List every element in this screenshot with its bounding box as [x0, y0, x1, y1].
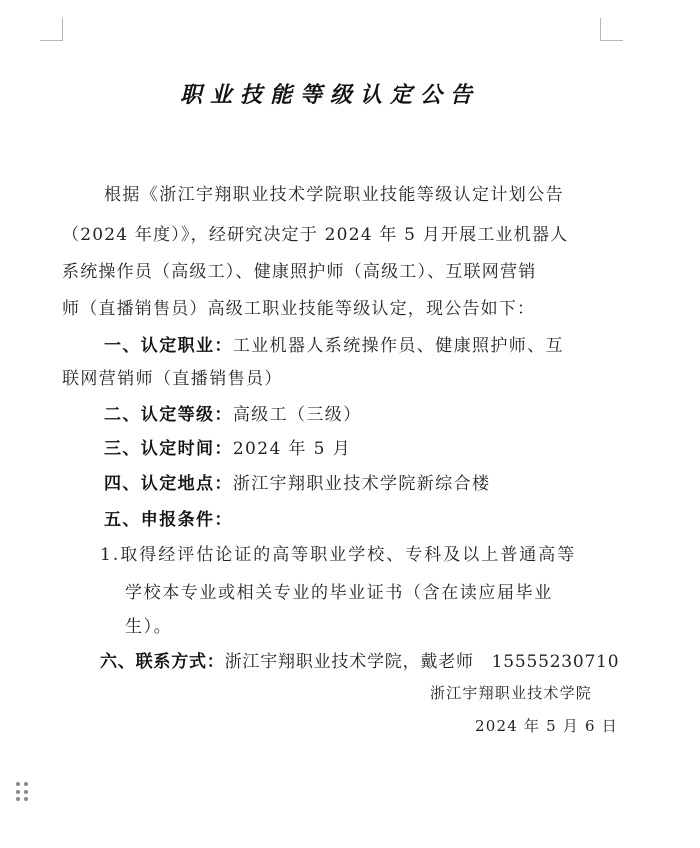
item-time-value: 2024 年 5 月 — [232, 439, 352, 459]
item-time — [104, 434, 351, 459]
item-conditions — [104, 505, 233, 530]
intro-line-3: 系统操作员（高级工）、健康照护师（高级工）、互联网营销 — [62, 262, 537, 282]
page-corner-mark-top-right — [600, 18, 623, 41]
item-location-label: 四、认定地点： — [104, 474, 233, 494]
condition-1-line-3: 生）。 — [125, 617, 173, 637]
condition-1-line-2: 学校本专业或相关专业的毕业证书（含在读应届毕业 — [125, 583, 553, 603]
item-contact-label: 六、联系方式： — [100, 652, 225, 672]
item-contact — [100, 647, 619, 672]
item-level-value: 高级工（三级） — [232, 405, 362, 425]
item-conditions-label: 五、申报条件： — [104, 510, 233, 530]
item-location-value: 浙江宇翔职业技术学院新综合楼 — [232, 474, 491, 494]
item-level — [104, 400, 362, 425]
intro-line-1: 根据《浙江宇翔职业技术学院职业技能等级认定计划公告 — [104, 185, 564, 205]
intro-line-2: （2024 年度）》，经研究决定于 2024 年 5 月开展工业机器人 — [62, 225, 569, 245]
item-time-label: 三、认定时间： — [104, 439, 233, 459]
item-occupation-continued: 联网营销师（直播销售员） — [62, 369, 283, 389]
item-occupation-value: 工业机器人系统操作员、健康照护师、互 — [232, 336, 565, 356]
drag-handle-icon[interactable] — [16, 782, 30, 802]
signature-organization: 浙江宇翔职业技术学院 — [430, 684, 593, 702]
condition-1-line-1: 1.取得经评估论证的高等职业学校、专科及以上普通高等 — [100, 545, 577, 565]
item-occupation — [104, 331, 564, 356]
item-level-label: 二、认定等级： — [104, 405, 233, 425]
intro-line-4: 师（直播销售员）高级工职业技能等级认定，现公告如下： — [62, 299, 536, 319]
document-title: 职业技能等级认定公告 — [179, 82, 480, 108]
item-location — [104, 469, 490, 494]
page-corner-mark-top-left — [40, 18, 63, 41]
signature-date: 2024 年 5 月 6 日 — [475, 717, 618, 735]
item-occupation-label: 一、认定职业： — [104, 336, 233, 356]
item-contact-value: 浙江宇翔职业技术学院，戴老师 15555230710 — [224, 652, 620, 672]
